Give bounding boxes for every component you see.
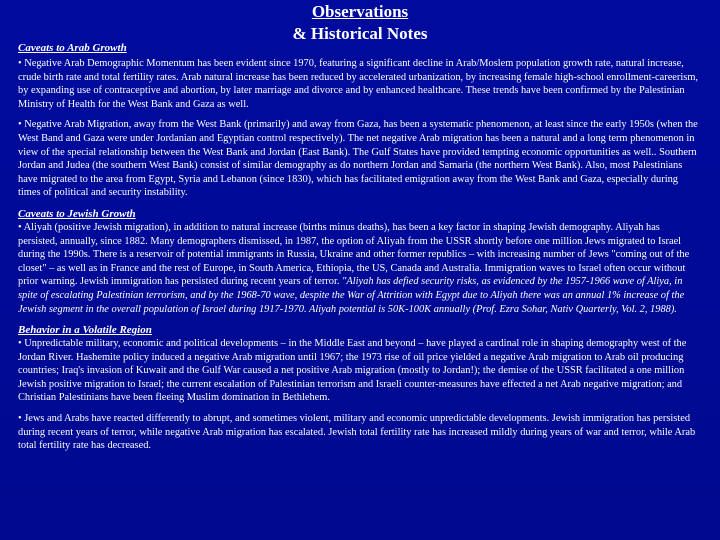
paragraph-unpredictable-developments: • Unpredictable military, economic and political developments – in the Middle East and beyond – have played a cardinal role in shaping demography west of the Jordan River. Hashemite policy induced a negative Arab migration until 1967; the 1973 rise of oil price yielded a negative Arab migration to Arab oil producing countries; Iraq's invasion of Kuwait and the Gulf War caused a net positive Arab migration (mostly to Jordan!); the demise of the USSR facilitated a one million Jewish positive migration to Israel; the current escalation of Palestinian terrorism and Israeli counter-measures have effected a net Arab negative migration; and Christian Palestinians have been fleeing Muslim domination in Bethlehem. [18,338,687,404]
section-heading-jewish-growth: Caveats to Jewish Growth [18,207,136,220]
slide-title [260,1,460,45]
section-heading-arab-growth: Caveats to Arab Growth [18,42,127,54]
aliyah-quote: "Aliyah has defied security risks, as evidenced by the 1957-1966 wave of Aliya, in spite of escalating Palestinian terrorism, and by the 1968-70 wave, despite the War of Attrition with Egypt due to Aliyah there was an annual 1% increase of the Jewish segment in the overall population of Israel during 1917-1970. Aliyah potential is 50K-100K annually (Prof. Ezra Sohar, Nativ Quarterly, Vol. 2, 1988). [18,276,685,315]
paragraph-jews-arabs-reactions: • Jews and Arabs have reacted differently to abrupt, and sometimes violent, military and economic unpredictable developments. Jewish immigration has persisted during recent years of terror, while negative Arab migration has escalated. Jewish total fertility rate has increased mildly during years of war and terror, while Arab total fertility rate has decreased. [18,413,696,452]
title-line-1: Observations [311,2,409,21]
content-body [18,41,700,453]
title-line-2: & Historical Notes [292,24,428,43]
paragraph-arab-demographic-momentum: • Negative Arab Demographic Momentum has been evident since 1970, featuring a significant decline in Arab/Moslem population growth rate, natural increase, crude birth rate and total fertility rates. Arab natural increase has been reduced by accelerated urbanization, by increasing female high-school enrollment-careerism, by expanding use of contraceptive and abortion, by later marriage and divorce and by enhanced healthcare. These trends have been confirmed by the Palestinian Ministry of Health for the West Bank and Gaza as well. [18,58,698,110]
paragraph-arab-migration: • Negative Arab Migration, away from the West Bank (primarily) and away from Gaza, has been a systematic phenomenon, at least since the early 1950s (when the West Band and Gaza were under Jordanian and Egyptian control respectively). The net negative Arab migration has been a natural and a long term phenomenon in view of the special relationship between the West Bank and Jordan (East Bank). The Gulf States have provided tempting economic opportunities as well.. Southern Jordan and Judea (the southern West Bank) consist of similar demography as do northern Jordan and Samaria (the northern West Bank). Also, most Palestinians have migrated to the area from Egypt, Syria and Lebanon (since 1830), which has facilitated emigration away from the West Bank and Gaza, especially during times of political and security instability. [18,119,698,199]
paragraph-aliyah [18,221,700,316]
aliyah-text: • Aliyah (positive Jewish migration), in addition to natural increase (births minus deaths), has been a key factor in shaping Jewish demography. Aliyah has persisted, annually, since 1882. Many demographers dismissed, in 1987, the option of Aliyah from the USSR shortly before one million Jews migrated to Israel during the 1990s. There is a reservoir of potential immigrants in Russia, Ukraine and other former republics – with increasing number of Jews "coming out of the closet" – as well as in France and the rest of Europe, in South America, Ethiopia, the US, Canada and Australia. Immigration waves to Israel often occur without prior warning. Jewish immigration has persisted during recent years of terror. [18,221,690,288]
section-heading-volatile-region: Behavior in a Volatile Region [18,324,152,337]
